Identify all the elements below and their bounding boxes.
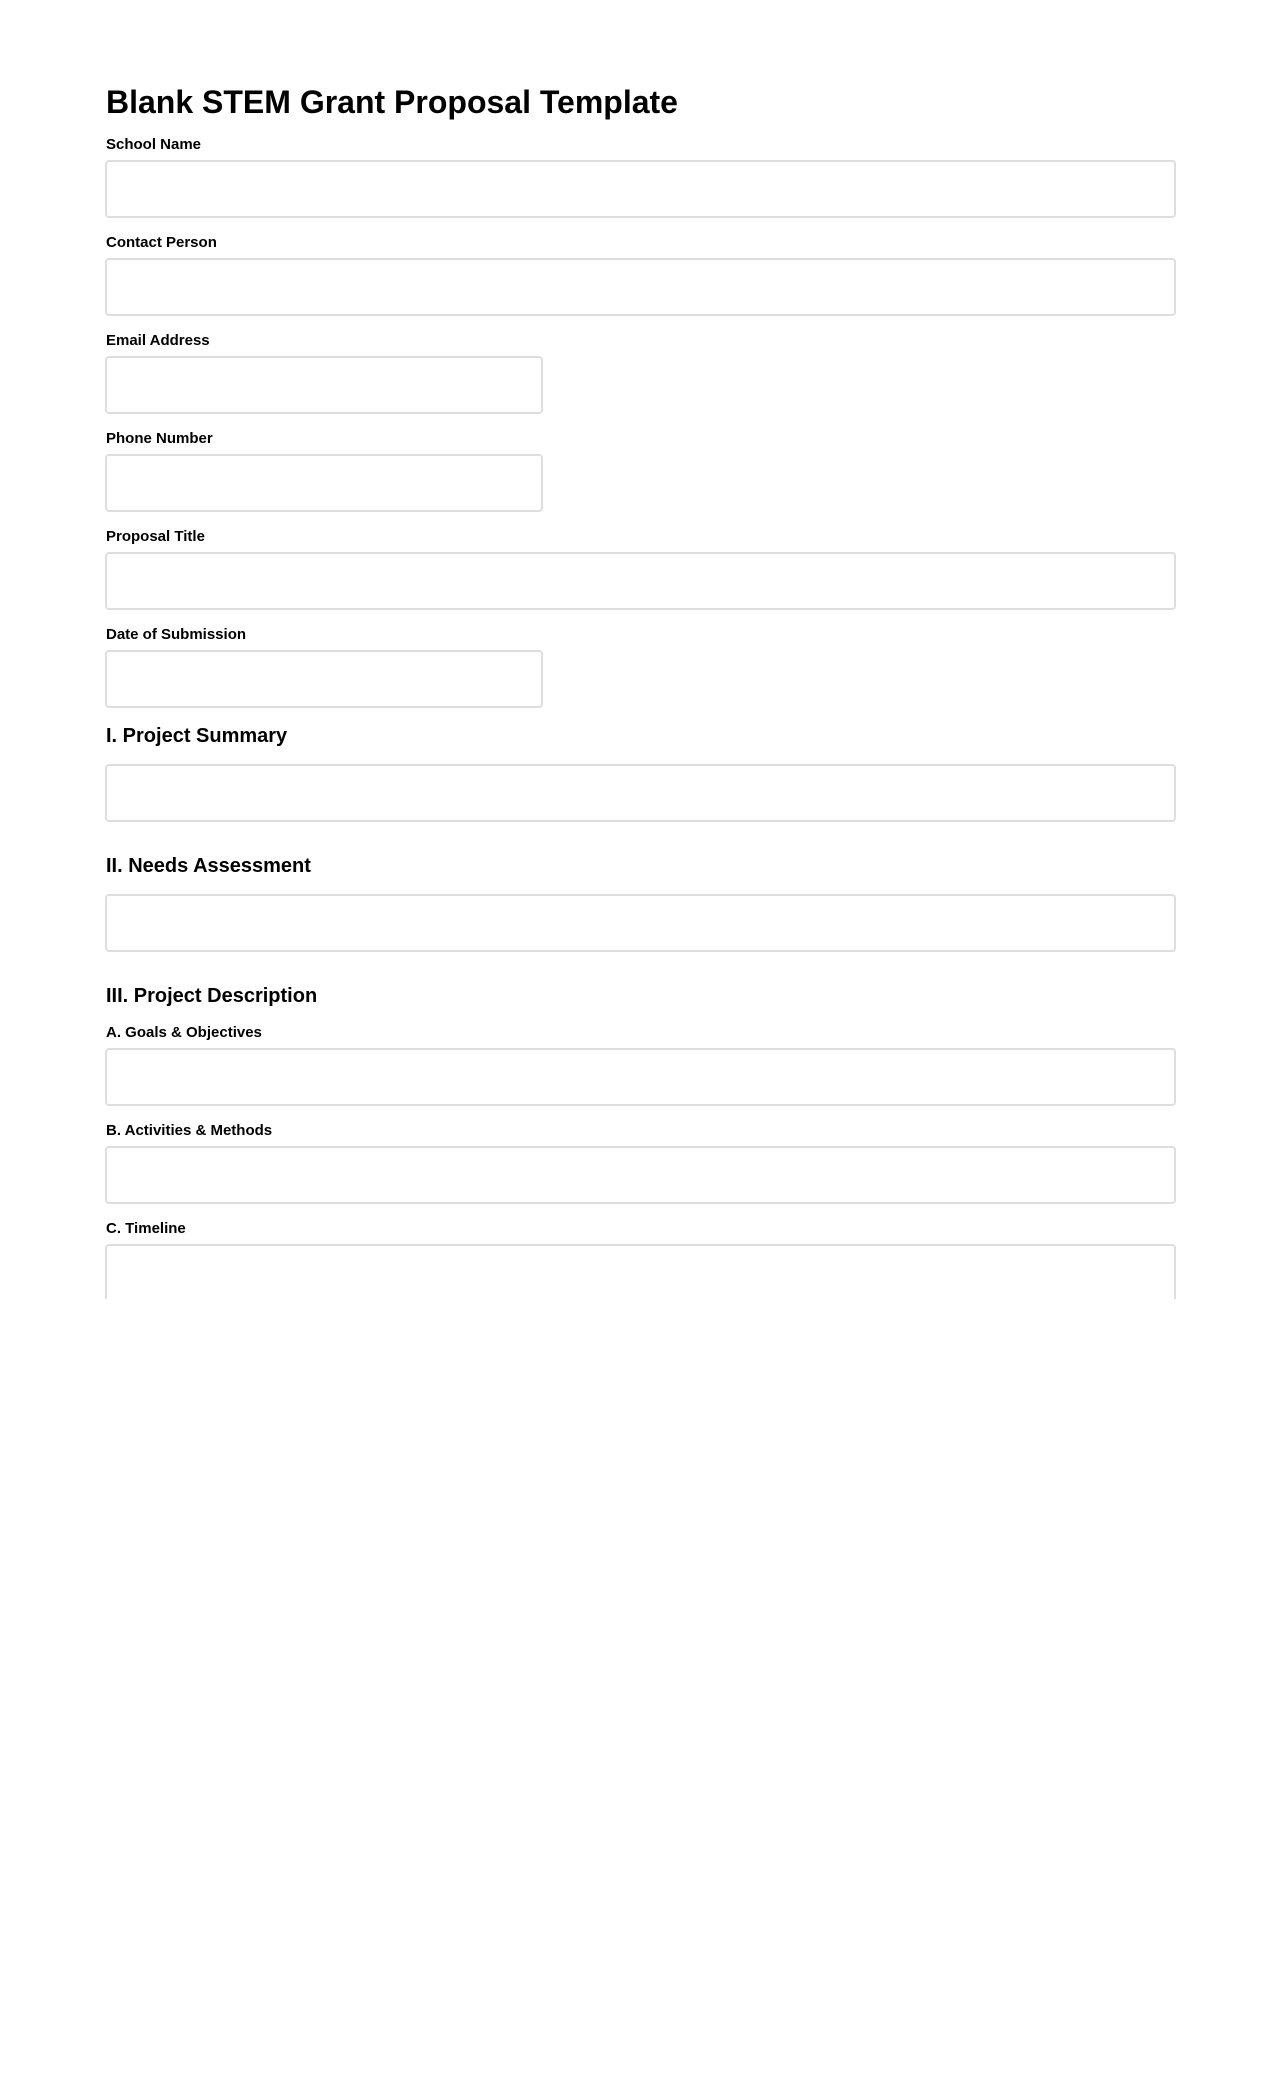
contact-person-field: [105, 234, 1176, 316]
goals-objectives-label: A. Goals & Objectives: [106, 1024, 262, 1041]
activities-methods-field: [105, 1122, 1176, 1204]
proposal-title-label: Proposal Title: [106, 528, 205, 545]
goals-objectives-field: [105, 1024, 1176, 1106]
proposal-title-field: [105, 528, 1176, 610]
phone-number-label: Phone Number: [106, 430, 213, 447]
project-summary-field: [105, 764, 1176, 822]
date-of-submission-label: Date of Submission: [106, 626, 247, 643]
school-name-input[interactable]: [105, 160, 1176, 218]
school-name-field: [105, 136, 1176, 218]
goals-objectives-input[interactable]: [105, 1048, 1176, 1106]
contact-person-input[interactable]: [105, 258, 1176, 316]
email-address-field: [105, 332, 1176, 414]
email-address-input[interactable]: [105, 356, 543, 414]
school-name-label: School Name: [106, 136, 202, 153]
activities-methods-label: B. Activities & Methods: [106, 1122, 273, 1139]
section-heading-project-description: III. Project Description: [106, 985, 318, 1007]
section-heading-needs-assessment: II. Needs Assessment: [106, 855, 311, 877]
timeline-input[interactable]: [105, 1244, 1176, 1299]
needs-assessment-field: [105, 894, 1176, 952]
needs-assessment-input[interactable]: [105, 894, 1176, 952]
section-heading-project-summary: I. Project Summary: [106, 725, 288, 747]
project-summary-input[interactable]: [105, 764, 1176, 822]
contact-person-label: Contact Person: [106, 234, 217, 251]
proposal-title-input[interactable]: [105, 552, 1176, 610]
phone-number-field: [105, 430, 1176, 512]
timeline-label: C. Timeline: [106, 1220, 186, 1237]
page-title: Blank STEM Grant Proposal Template: [106, 84, 678, 120]
grant-proposal-form: [105, 83, 1176, 1299]
email-address-label: Email Address: [106, 332, 210, 349]
timeline-field: [105, 1220, 1176, 1299]
date-of-submission-input[interactable]: [105, 650, 543, 708]
activities-methods-input[interactable]: [105, 1146, 1176, 1204]
date-of-submission-field: [105, 626, 1176, 708]
phone-number-input[interactable]: [105, 454, 543, 512]
